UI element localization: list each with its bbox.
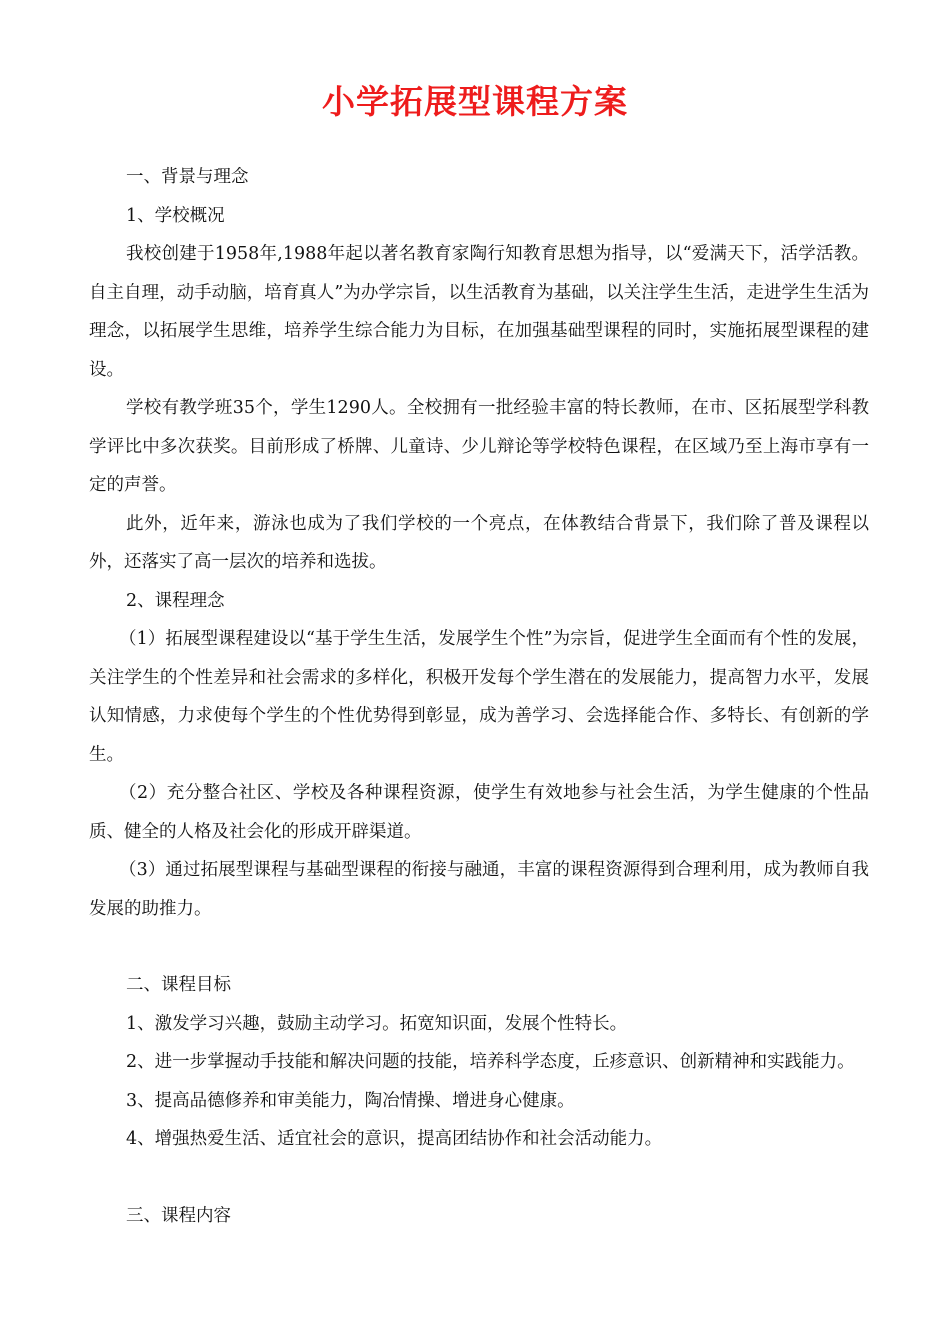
subsection-heading-course-philosophy: 2、课程理念: [126, 590, 225, 611]
document-body: [89, 158, 869, 1235]
list-item: 3、提高品德修养和审美能力，陶冶情操、增进身心健康。: [126, 1090, 575, 1111]
paragraph: 我校创建于1958年,1988年起以著名教育家陶行知教育思想为指导，以“爱满天下，活学活教。自主自理，动手动脑，培育真人”为办学宗旨，以生活教育为基础，以关注学生生活，走进学生生活为理念，以拓展学生思维，培养学生综合能力为目标，在加强基础型课程的同时，实施拓展型课程的建设。: [89, 244, 869, 380]
list-item: 2、进一步掌握动手技能和解决问题的技能，培养科学态度，丘疹意识、创新精神和实践能力。: [126, 1052, 855, 1072]
section-heading-course-content: 三、课程内容: [126, 1205, 231, 1226]
paragraph: （2）充分整合社区、学校及各种课程资源，使学生有效地参与社会生活，为学生健康的个性品质、健全的人格及社会化的形成开辟渠道。: [89, 783, 869, 842]
paragraph: （3）通过拓展型课程与基础型课程的衔接与融通，丰富的课程资源得到合理利用，成为教师自我发展的助推力。: [89, 860, 869, 919]
list-item: 4、增强热爱生活、适宜社会的意识，提高团结协作和社会活动能力。: [126, 1129, 663, 1149]
list-item: 1、激发学习兴趣，鼓励主动学习。拓宽知识面，发展个性特长。: [126, 1013, 628, 1034]
subsection-heading-school-overview: 1、学校概况: [126, 205, 225, 226]
paragraph: （1）拓展型课程建设以“基于学生生活，发展学生个性”为宗旨，促进学生全面而有个性的发展，关注学生的个性差异和社会需求的多样化，积极开发每个学生潜在的发展能力，提高智力水平，发展认知情感，力求使每个学生的个性优势得到彰显，成为善学习、会选择能合作、多特长、有创新的学生。: [89, 629, 869, 765]
paragraph-gap: [89, 1159, 869, 1197]
paragraph: 学校有教学班35个，学生1290人。全校拥有一批经验丰富的特长教师，在市、区拓展型学科教学评比中多次获奖。目前形成了桥牌、儿童诗、少儿辩论等学校特色课程，在区域乃至上海市享有一定的声誉。: [89, 398, 869, 495]
paragraph: 此外，近年来，游泳也成为了我们学校的一个亮点，在体教结合背景下，我们除了普及课程以外，还落实了高一层次的培养和选拔。: [89, 513, 869, 572]
section-heading-course-goals: 二、课程目标: [126, 975, 231, 995]
document-title: 小学拓展型课程方案: [322, 82, 628, 121]
section-heading-background: 一、背景与理念: [126, 167, 249, 187]
paragraph-gap: [89, 928, 869, 966]
